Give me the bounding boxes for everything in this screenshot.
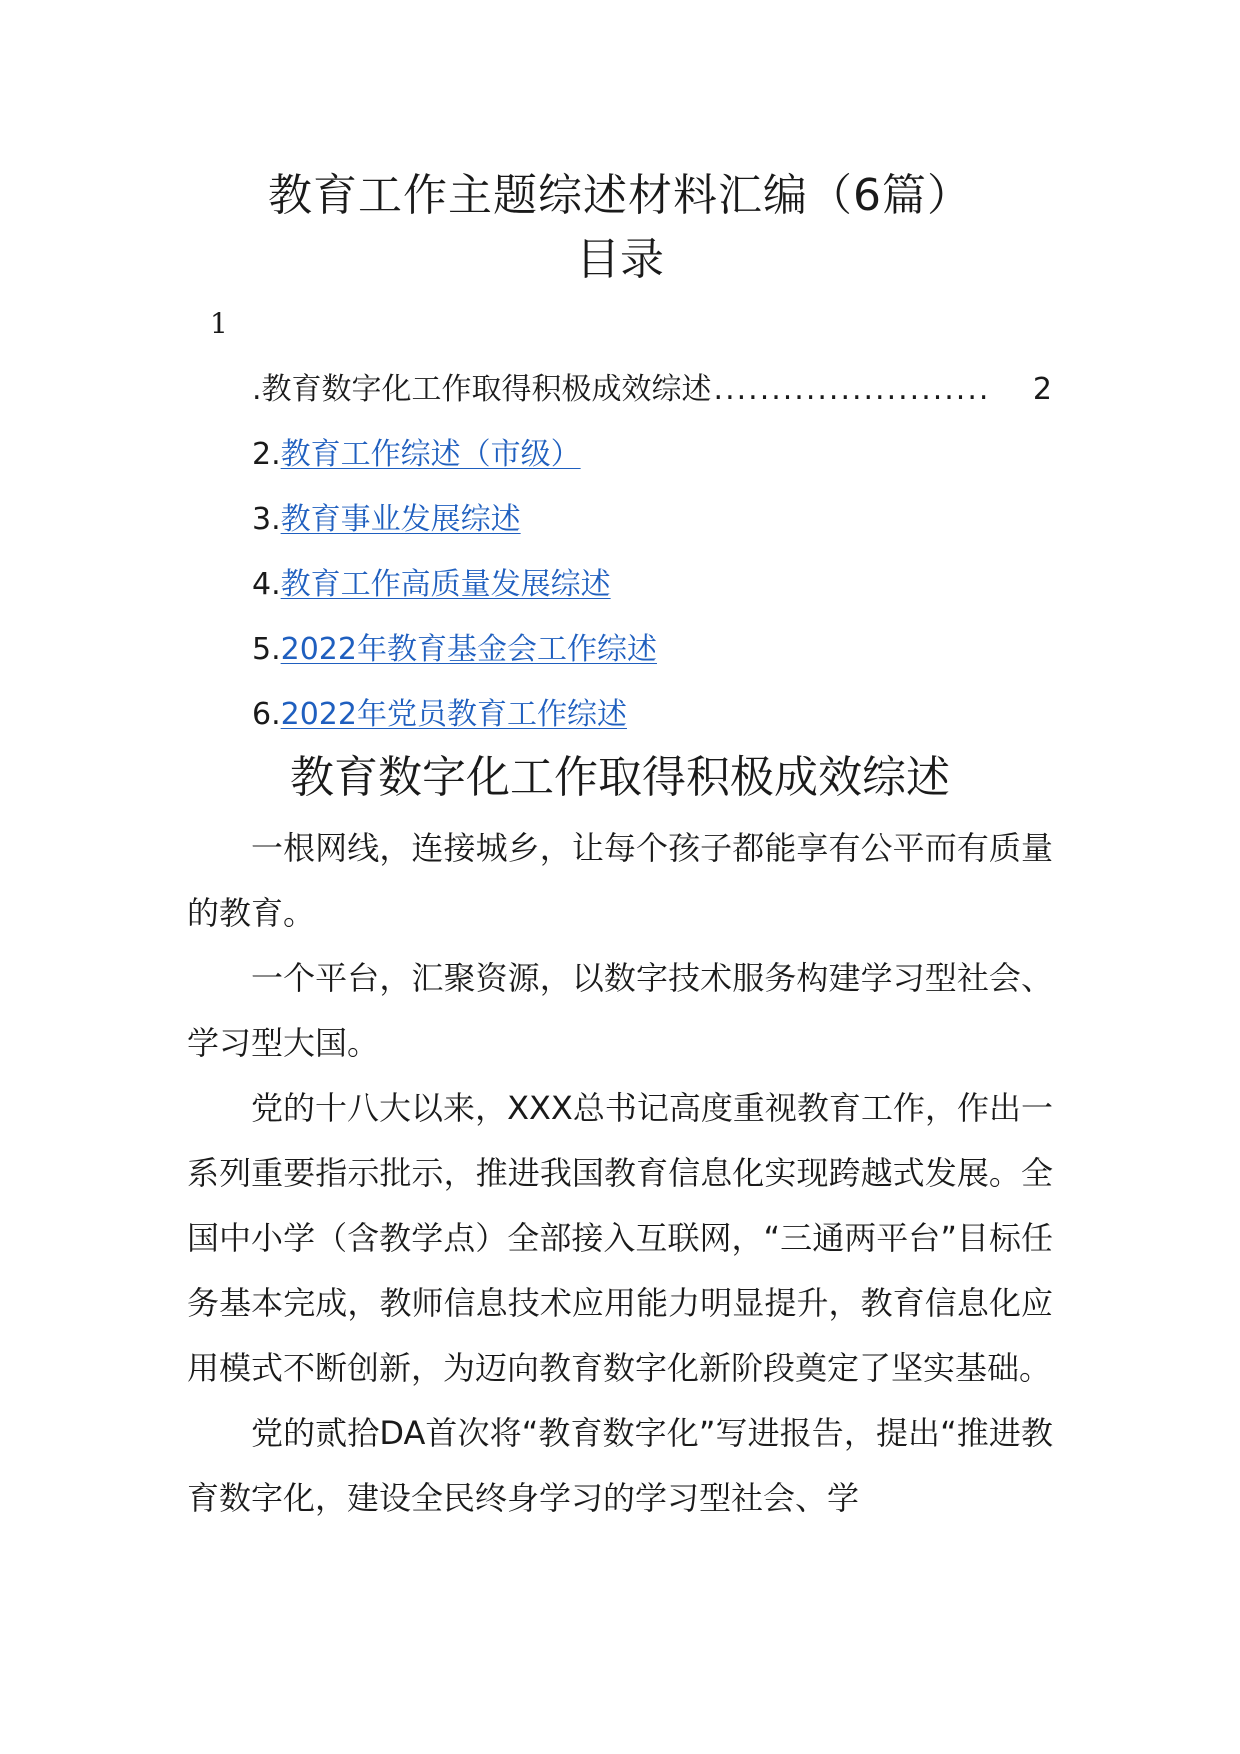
toc-item-number: 4. <box>252 567 281 602</box>
toc-item-number: 5. <box>252 632 281 667</box>
toc-link[interactable]: 2022年党员教育工作综述 <box>280 697 627 732</box>
toc-item-6[interactable] <box>252 689 1052 754</box>
toc-link[interactable]: 教育工作综述（市级） <box>280 437 581 472</box>
section-body <box>187 816 1053 1531</box>
body-paragraph: 一个平台，汇聚资源，以数字技术服务构建学习型社会、学习型大国。 <box>187 959 1053 1062</box>
toc-heading: 目录 <box>576 234 664 285</box>
toc-item-number: 2. <box>252 437 281 472</box>
body-paragraph: 党的贰拾DA首次将“教育数字化”写进报告，提出“推进教育数字化，建设全民终身学习的学习型社会、学 <box>187 1414 1053 1517</box>
toc-item-3[interactable] <box>252 494 1052 559</box>
toc-page-number: 2 <box>1032 372 1052 407</box>
toc-item-4[interactable] <box>252 559 1052 624</box>
toc-link[interactable]: 2022年教育基金会工作综述 <box>280 632 657 667</box>
toc-link[interactable]: 教育事业发展综述 <box>280 502 521 537</box>
body-paragraph: 一根网线，连接城乡，让每个孩子都能享有公平而有质量的教育。 <box>187 829 1053 932</box>
toc-link[interactable]: 教育工作高质量发展综述 <box>280 567 611 602</box>
toc-item-1[interactable] <box>252 364 1052 429</box>
document-title: 教育工作主题综述材料汇编（6篇） <box>268 170 972 221</box>
toc-item-number: 6. <box>252 697 281 732</box>
section-title: 教育数字化工作取得积极成效综述 <box>290 752 950 803</box>
toc-item-5[interactable] <box>252 624 1052 689</box>
toc-item-2[interactable] <box>252 429 1052 494</box>
toc-item-number: 3. <box>252 502 281 537</box>
toc-item-title[interactable]: .教育数字化工作取得积极成效综述 <box>252 372 712 407</box>
toc-dot-leader: ........................ <box>713 372 991 407</box>
toc-first-number: 1 <box>210 307 228 340</box>
body-paragraph: 党的十八大以来，XXX总书记高度重视教育工作，作出一系列重要指示批示，推进我国教育信息化实现跨越式发展。全国中小学（含教学点）全部接入互联网，“三通两平台”目标任务基本完成，教师信息技术应用能力明显提升，教育信息化应用模式不断创新，为迈向教育数字化新阶段奠定了坚实基础。 <box>187 1089 1053 1387</box>
table-of-contents <box>252 364 1052 754</box>
